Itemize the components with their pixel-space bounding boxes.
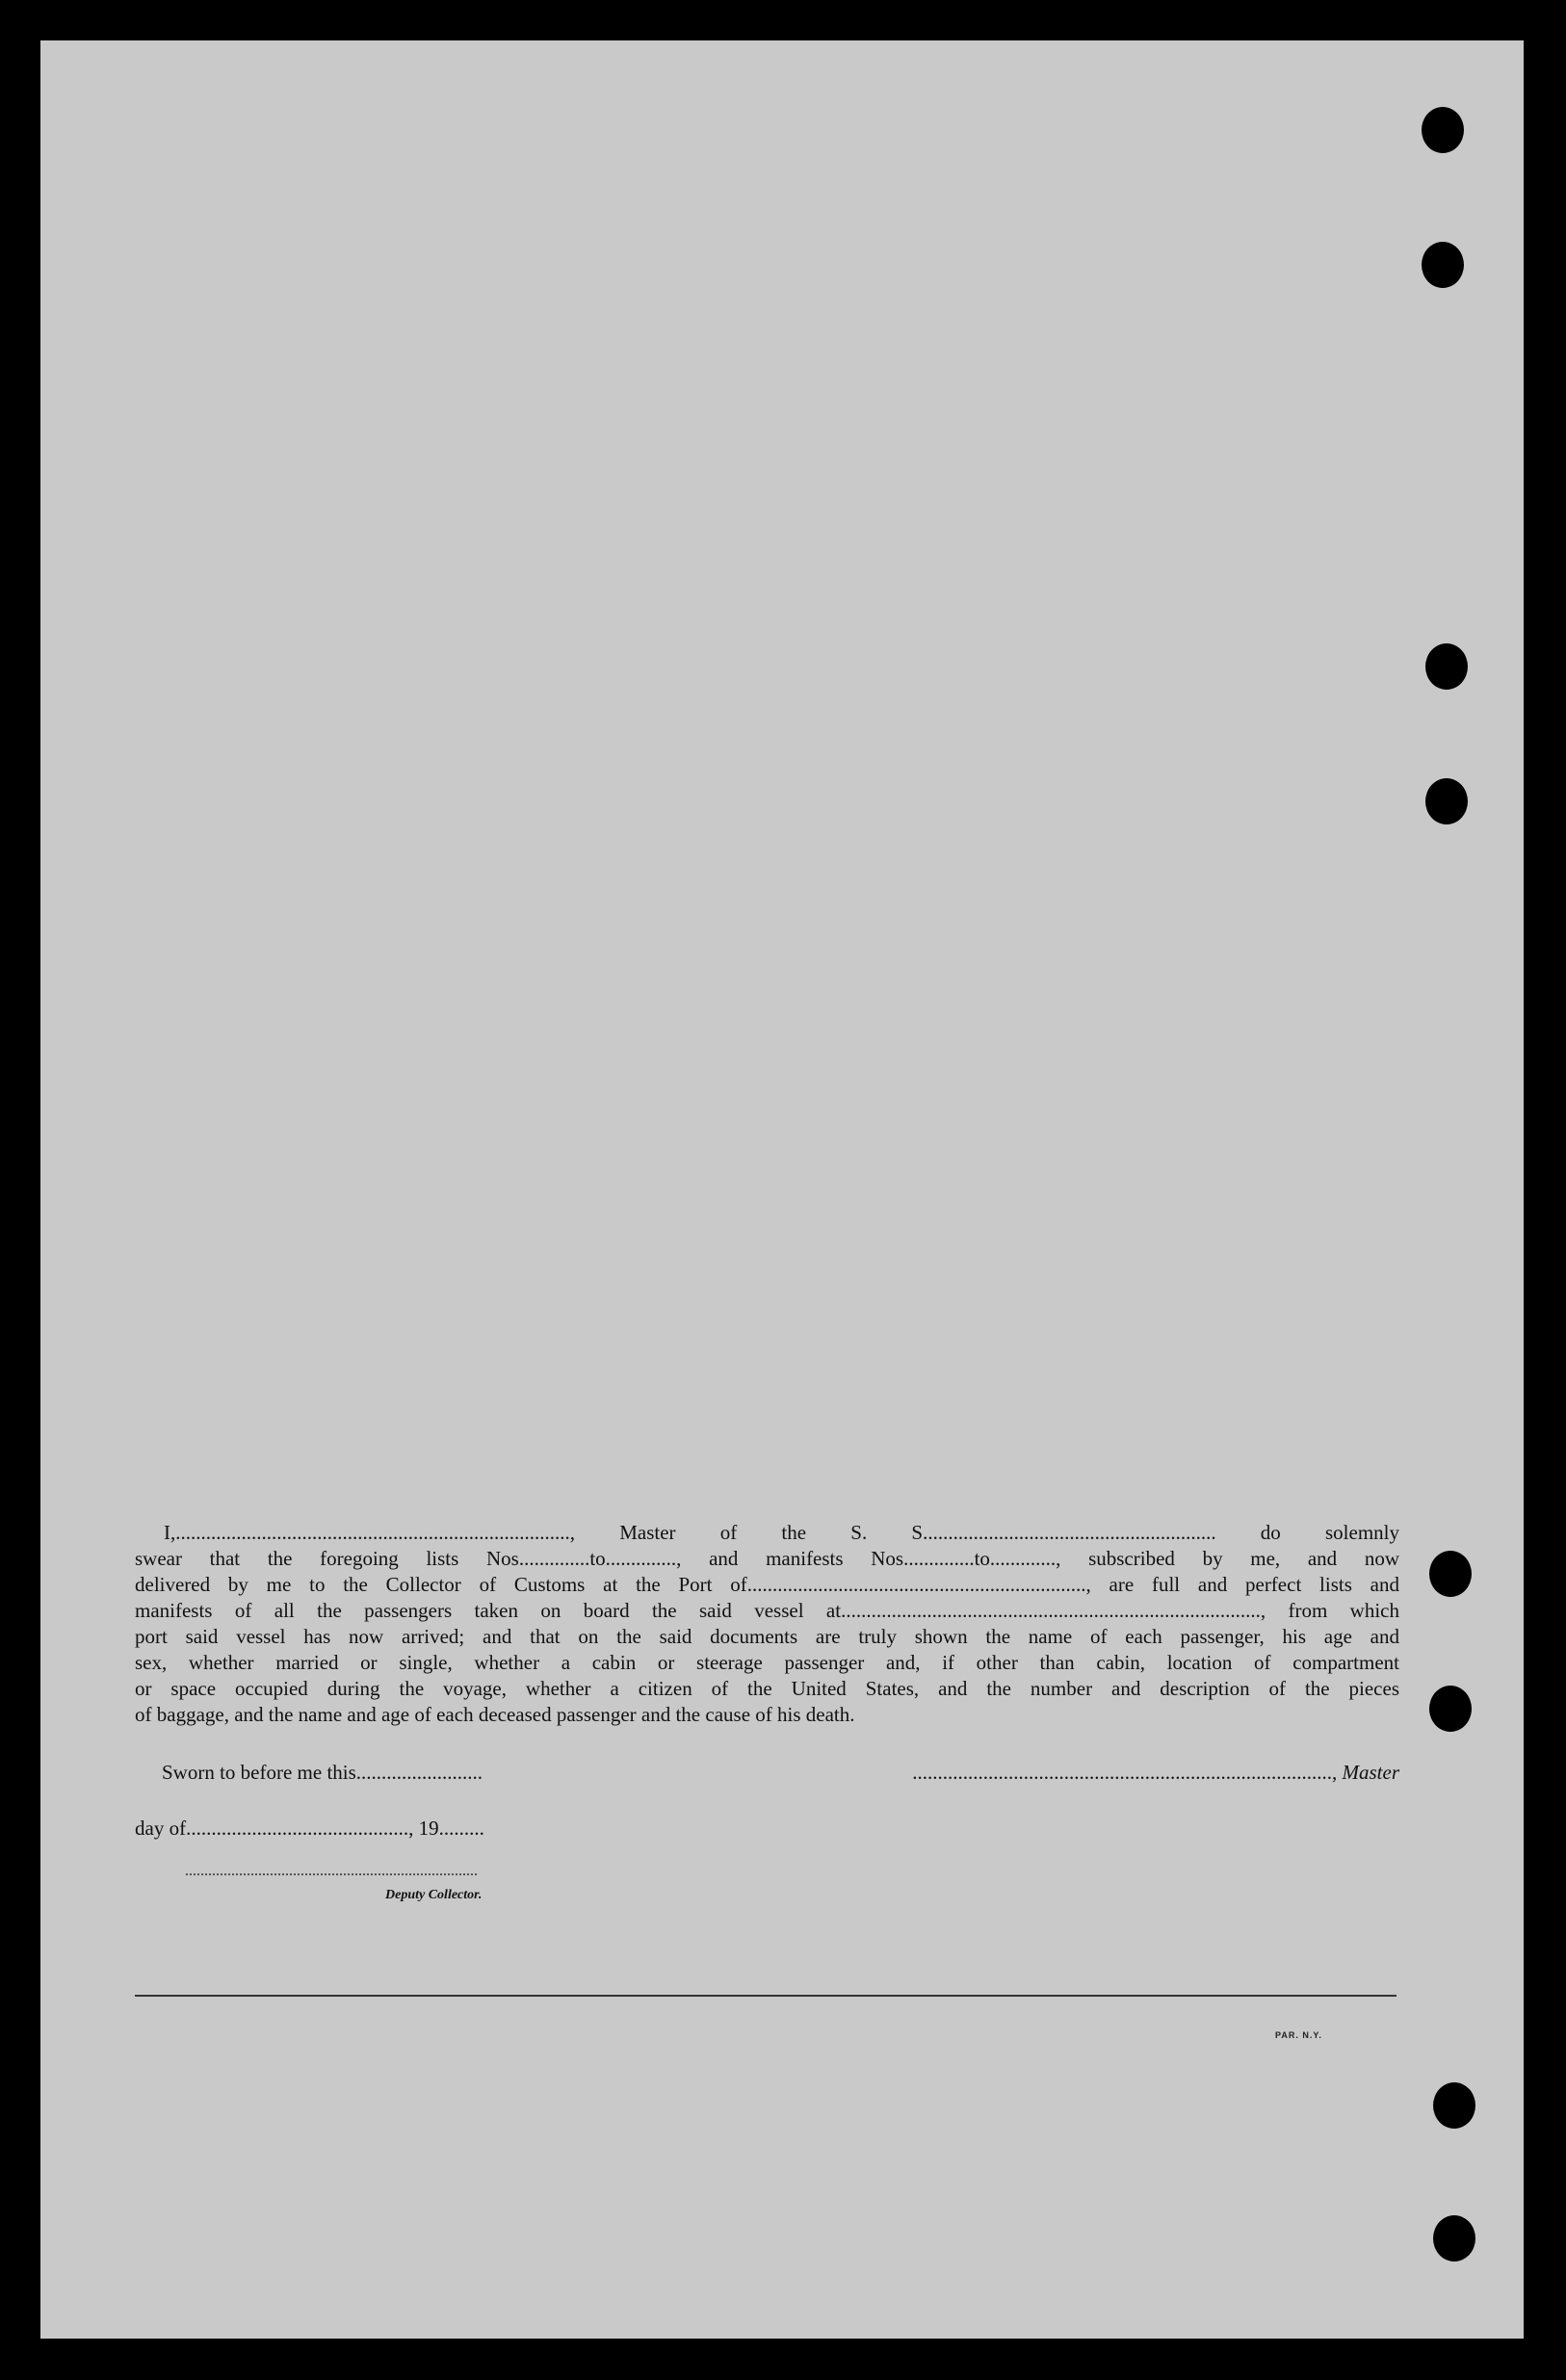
binder-hole bbox=[1429, 1551, 1472, 1597]
oath-line: sex, whether married or single, whether a cabin or steerage passenger and, if other than cabin, location of compartment bbox=[135, 1651, 1399, 1674]
oath-line: or space occupied during the voyage, whether a citizen of the United States, and the number and description of the pieces bbox=[135, 1677, 1399, 1700]
binder-hole bbox=[1433, 2082, 1475, 2129]
master-oath-paragraph bbox=[135, 1520, 1399, 1728]
binder-hole bbox=[1422, 107, 1464, 153]
oath-line: of baggage, and the name and age of each deceased passenger and the cause of his death. bbox=[135, 1703, 855, 1726]
binder-hole bbox=[1425, 778, 1468, 824]
binder-hole bbox=[1433, 2215, 1475, 2262]
bottom-rule bbox=[135, 1995, 1396, 1997]
binder-hole bbox=[1429, 1686, 1472, 1732]
oath-line: I,.............................................................................., Master of the S. S.......................................................... do solemnly bbox=[164, 1521, 1399, 1544]
master-signature-line bbox=[857, 1761, 1399, 1785]
deputy-collector-label: Deputy Collector. bbox=[385, 1888, 483, 1902]
master-title: Master bbox=[1342, 1761, 1399, 1784]
oath-line: swear that the foregoing lists Nos..............to.............., and manifests Nos..............to............., subscribed by me, and now bbox=[135, 1547, 1399, 1570]
oath-line: delivered by me to the Collector of Customs at the Port of..................................................................., are full and perfect lists and bbox=[135, 1573, 1399, 1596]
binder-hole bbox=[1425, 643, 1468, 690]
printer-mark: PAR. N.Y. bbox=[1275, 2030, 1322, 2040]
oath-line: port said vessel has now arrived; and that on the said documents are truly shown the name of each passenger, his age and bbox=[135, 1625, 1399, 1648]
oath-line: manifests of all the passengers taken on board the said vessel at..................................................................................., from which bbox=[135, 1599, 1399, 1622]
day-of-line: day of............................................, 19......... bbox=[135, 1817, 484, 1840]
sworn-before-line: Sworn to before me this......................... bbox=[162, 1761, 483, 1784]
master-signature-dots: ..................................................................................., bbox=[912, 1761, 1338, 1784]
binder-hole bbox=[1422, 242, 1464, 288]
deputy-signature-dots: ............................................................................ bbox=[185, 1863, 478, 1879]
